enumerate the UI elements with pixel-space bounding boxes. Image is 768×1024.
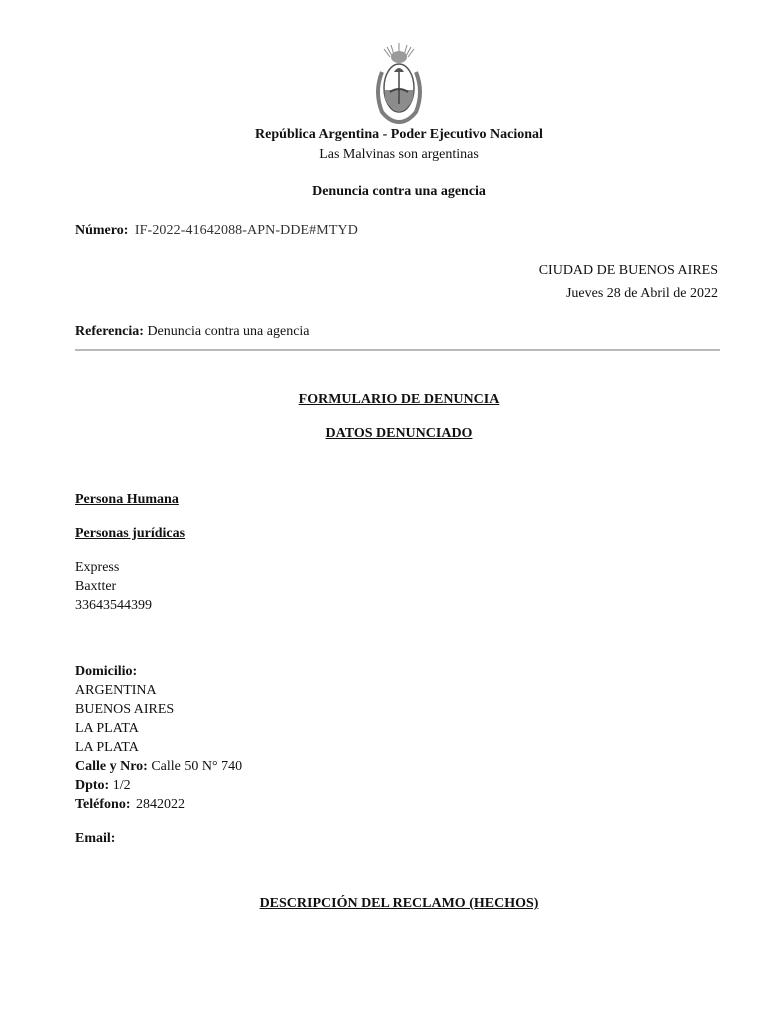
document-title: Denuncia contra una agencia: [312, 184, 486, 199]
legal-person-heading: Personas jurídicas: [75, 526, 186, 541]
street-value: Calle 50 N° 740: [151, 759, 243, 774]
section-denounced-heading: DATOS DENUNCIADO: [325, 426, 473, 441]
natural-person-heading: Persona Humana: [75, 492, 179, 507]
legal-person-id: 33643544399: [75, 598, 152, 613]
phone-row: [75, 796, 185, 814]
apartment-row: [75, 777, 131, 795]
address-label: Domicilio:: [75, 664, 138, 679]
address-province: BUENOS AIRES: [75, 702, 175, 717]
description-heading: DESCRIPCIÓN DEL RECLAMO (HECHOS): [259, 896, 539, 911]
street-label: Calle y Nro:: [75, 759, 148, 774]
legal-person-name: Express: [75, 560, 120, 575]
document-number-value: IF-2022-41642088-APN-DDE#MTYD: [134, 223, 358, 238]
slogan: Las Malvinas son argentinas: [319, 147, 479, 162]
document-number-row: [75, 222, 358, 240]
reference-value: Denuncia contra una agencia: [147, 324, 310, 339]
address-locality: LA PLATA: [75, 740, 139, 755]
legal-person-brand: Baxtter: [75, 579, 117, 594]
form-title: FORMULARIO DE DENUNCIA: [298, 392, 500, 407]
coat-of-arms-icon: [372, 42, 426, 124]
header-divider: [75, 349, 720, 351]
document-number-label: Número:: [75, 223, 129, 238]
phone-label: Teléfono:: [75, 797, 131, 812]
address-country: ARGENTINA: [75, 683, 157, 698]
document-date: Jueves 28 de Abril de 2022: [565, 286, 718, 301]
phone-value: 2842022: [135, 797, 185, 812]
email-label: Email:: [75, 831, 116, 846]
apartment-value: 1/2: [112, 778, 131, 793]
apartment-label: Dpto:: [75, 778, 110, 793]
reference-row: [75, 323, 310, 341]
address-department: LA PLATA: [75, 721, 139, 736]
street-row: [75, 758, 242, 776]
government-title: República Argentina - Poder Ejecutivo Nacional: [255, 127, 543, 142]
reference-label: Referencia:: [75, 324, 144, 339]
document-city: CIUDAD DE BUENOS AIRES: [538, 263, 718, 278]
